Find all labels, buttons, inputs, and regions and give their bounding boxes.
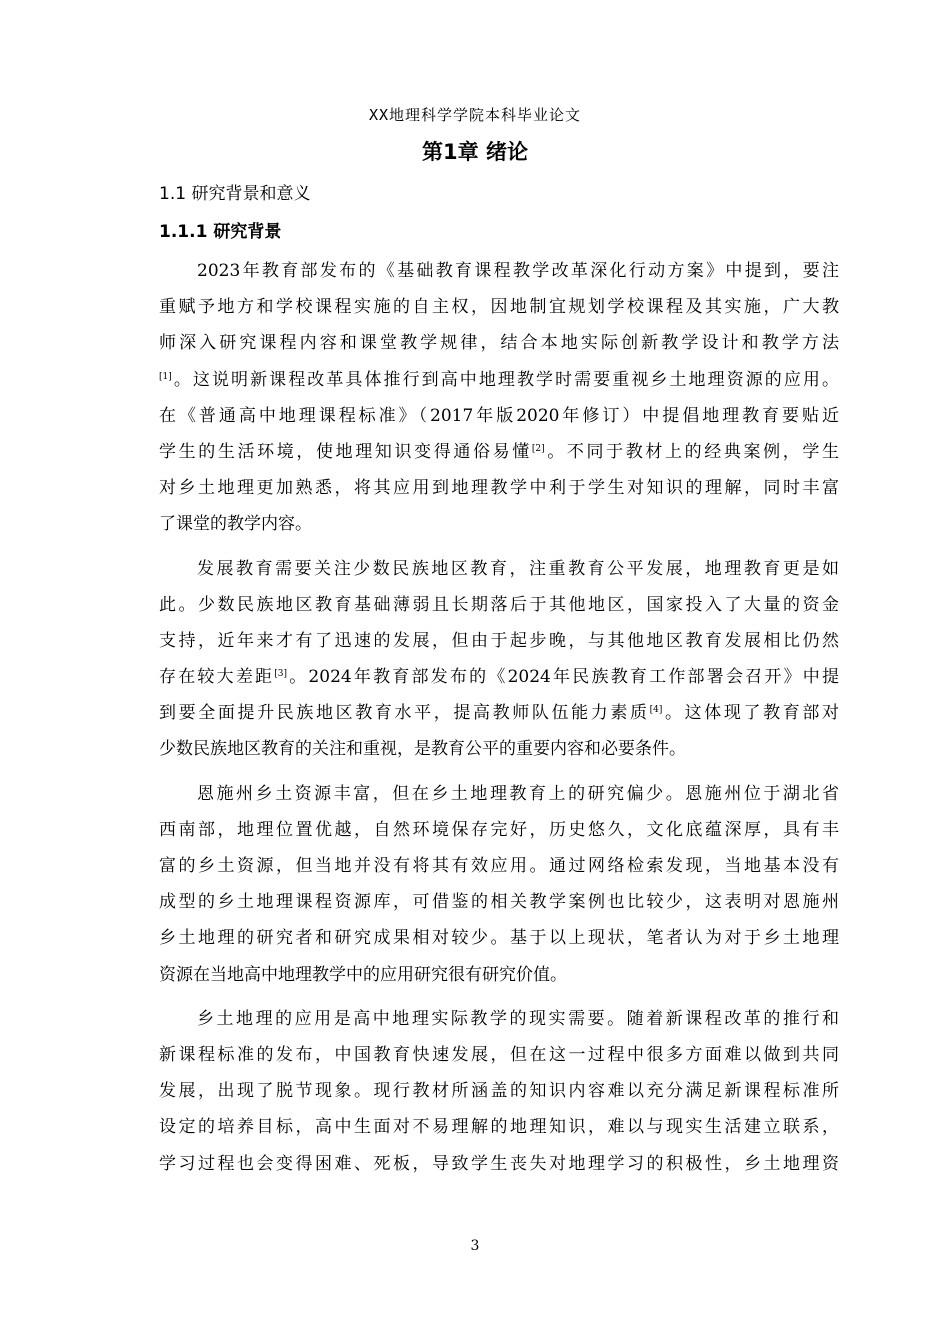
citation-ref-1: [1] [159,371,172,382]
body-text [159,253,839,1182]
paragraph-4-line-3: 发展，出现了脱节现象。现行教材所涵盖的知识内容难以充分满足新课程标准所 [159,1081,839,1102]
paragraph-1-line-6-text-a: 学生的生活环境，使地理知识变得通俗易懂 [159,441,532,462]
page-number: 3 [470,1238,480,1254]
paragraph-1-line-4-text: 。这说明新课程改革具体推行到高中地理教学时需要重视乡土地理资源的应用。 [171,369,839,390]
paragraph-4-line-2: 新课程标准的发布，中国教育快速发展，但在这一过程中很多方面难以做到共同 [159,1044,839,1065]
paragraph-2-line-4 [159,659,839,695]
paragraph-3-line-2: 西南部，地理位置优越，自然环境保存完好，历史悠久，文化底蕴深厚，具有丰 [159,819,839,840]
paragraph-2-line-5-text-b: 。这体现了教育部对 [662,703,839,724]
paragraph-1-line-6-text-b: 。不同于教材上的经典案例，学生 [544,441,839,462]
paragraph-1-line-5: 在《普通高中地理课程标准》（2017年版2020年修订）中提倡地理教育要贴近 [159,405,839,426]
paragraph-1-line-4 [159,362,839,398]
citation-ref-3: [3] [274,669,288,680]
paragraph-2-line-1: 发展教育需要关注少数民族地区教育，注重教育公平发展，地理教育更是如 [197,558,839,579]
paragraph-1-line-1: 2023年教育部发布的《基础教育课程教学改革深化行动方案》中提到，要注 [197,261,839,281]
paragraph-3-line-3: 富的乡土资源，但当地并没有将其有效应用。通过网络检索发现，当地基本没有 [159,856,839,876]
paragraph-1-line-7: 对乡土地理更加熟悉，将其应用到地理教学中利于学生对知识的理解，同时丰富 [159,478,839,499]
paragraph-2-line-5 [159,695,839,731]
paragraph-2-line-4-text-b: 。2024年教育部发布的《2024年民族教育工作部署会召开》中提 [287,667,840,688]
paragraph-1-line-6 [159,434,839,470]
paragraph-3-line-1: 恩施州乡土资源丰富，但在乡土地理教育上的研究偏少。恩施州位于湖北省 [197,783,839,804]
paragraph-2-line-5-text-a: 到要全面提升民族地区教育水平，提高教师队伍能力素质 [159,703,650,724]
paragraph-3-line-6: 资源在当地高中地理教学中的应用研究很有研究价值。 [159,964,567,985]
paragraph-2-line-4-text-a: 存在较大差距 [159,667,275,688]
citation-ref-4: [4] [649,705,663,716]
paragraph-3-line-4: 成型的乡土地理课程资源库，可借鉴的相关教学案例也比较少，这表明对恩施州 [159,892,839,913]
paragraph-1-line-3: 师深入研究课程内容和课堂教学规律，结合本地实际创新教学设计和教学方法 [159,333,839,354]
paragraph-4-line-5: 学习过程也会变得困难、死板，导致学生丧失对地理学习的积极性，乡土地理资 [159,1153,839,1174]
section-title: 1.1 研究背景和意义 [159,184,311,204]
paragraph-1-line-8: 了课堂的教学内容。 [159,514,312,535]
paragraph-2-line-6: 少数民族地区教育的关注和重视，是教育公平的重要内容和必要条件。 [159,739,686,760]
paragraph-3-line-5: 乡土地理的研究者和研究成果相对较少。基于以上现状，笔者认为对于乡土地理 [159,928,839,949]
running-header: XX地理科学学院本科毕业论文 [368,106,582,124]
paragraph-2-line-3: 支持，近年来才有了迅速的发展，但由于起步晚，与其他地区教育发展相比仍然 [159,630,839,651]
paragraph-4-line-1: 乡土地理的应用是高中地理实际教学的现实需要。随着新课程改革的推行和 [197,1008,839,1029]
paragraph-4-line-4: 设定的培养目标，高中生面对不易理解的地理知识，难以与现实生活建立联系， [159,1117,839,1138]
paragraph-2-line-2: 此。少数民族地区教育基础薄弱且长期落后于其他地区，国家投入了大量的资金 [159,594,839,615]
paragraph-1-line-2: 重赋予地方和学校课程实施的自主权，因地制宜规划学校课程及其实施，广大教 [159,297,839,318]
subsection-title: 1.1.1 研究背景 [159,222,282,242]
chapter-title: 第1章 绪论 [422,140,528,164]
citation-ref-2: [2] [531,443,545,454]
